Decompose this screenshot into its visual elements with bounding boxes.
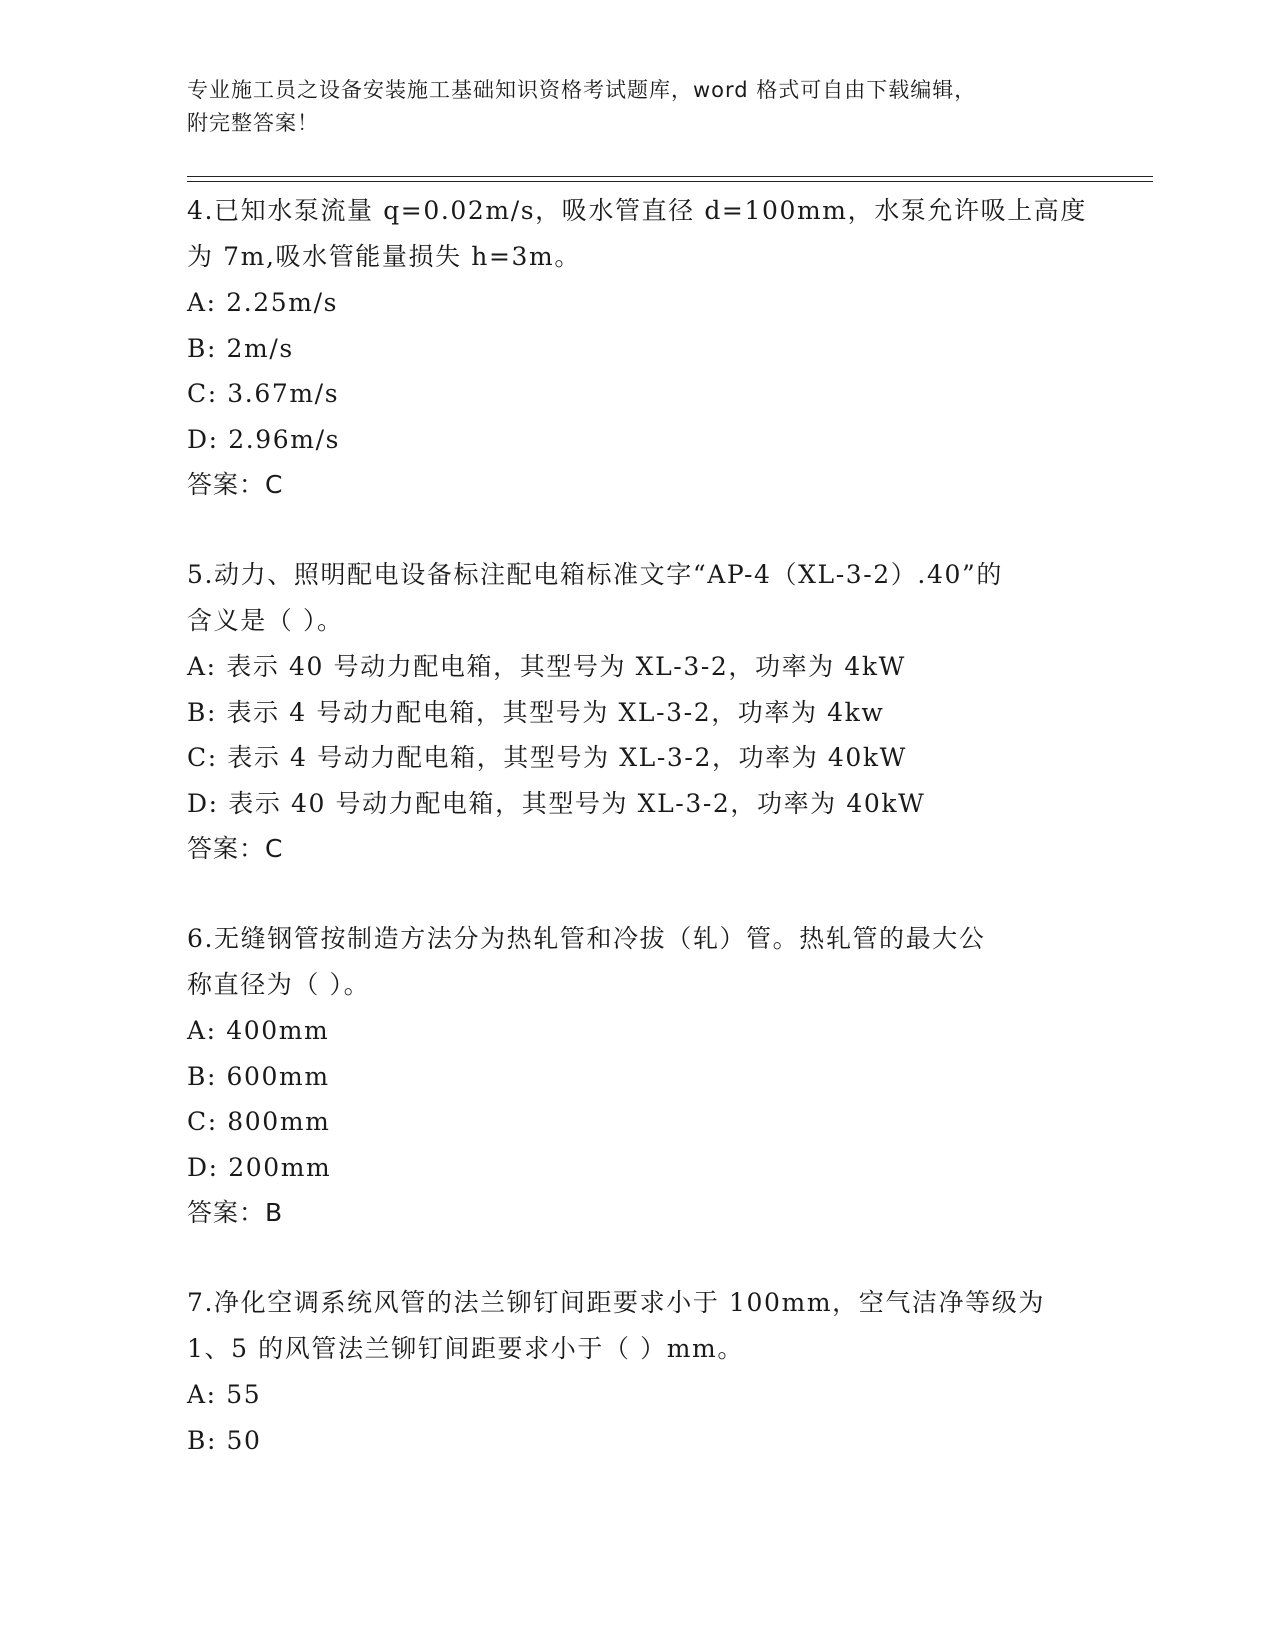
question-4: [187, 188, 1087, 508]
header-line-2: 附完整答案！: [187, 111, 319, 135]
option-c: C: 表示 4 号动力配电箱，其型号为 XL-3-2，功率为 40kW: [187, 743, 907, 772]
document-header: [187, 74, 1087, 140]
question-text-line: 5.动力、照明配电设备标注配电箱标准文字“AP-4（XL-3-2）.40”的: [187, 560, 1003, 589]
question-text-line: 含义是（ ）。: [187, 606, 344, 635]
option-a: A: 2.25m/s: [187, 288, 339, 317]
question-7: [187, 1280, 1087, 1463]
question-text-line: 1、5 的风管法兰铆钉间距要求小于（ ）mm。: [187, 1334, 744, 1363]
header-divider-top: [187, 176, 1153, 177]
question-text-line: 7.净化空调系统风管的法兰铆钉间距要求小于 100mm，空气洁净等级为: [187, 1288, 1045, 1317]
header-line-1: 专业施工员之设备安装施工基础知识资格考试题库，word 格式可自由下载编辑，: [187, 78, 977, 102]
answer: 答案：C: [187, 834, 284, 863]
option-d: D: 2.96m/s: [187, 424, 341, 454]
option-c: C: 800mm: [187, 1107, 331, 1136]
question-text-line: 称直径为（ ）。: [187, 970, 371, 999]
question-5: [187, 552, 1087, 872]
question-6: [187, 916, 1087, 1236]
option-d: D: 表示 40 号动力配电箱，其型号为 XL-3-2，功率为 40kW: [187, 788, 926, 818]
spacer: [187, 872, 1087, 916]
answer: 答案：B: [187, 1198, 284, 1227]
question-text-line: 4.已知水泵流量 q=0.02m/s，吸水管直径 d=100mm，水泵允许吸上高度: [187, 196, 1088, 225]
option-b: B: 表示 4 号动力配电箱，其型号为 XL-3-2，功率为 4kw: [187, 697, 885, 727]
answer: 答案：C: [187, 470, 284, 499]
spacer: [187, 508, 1087, 552]
option-b: B: 600mm: [187, 1061, 330, 1091]
option-a: A: 55: [187, 1380, 262, 1409]
option-b: B: 50: [187, 1425, 262, 1455]
question-text-line: 为 7m,吸水管能量损失 h=3m。: [187, 242, 581, 271]
option-a: A: 400mm: [187, 1016, 330, 1045]
option-a: A: 表示 40 号动力配电箱，其型号为 XL-3-2，功率为 4kW: [187, 652, 906, 681]
header-divider-bottom: [187, 181, 1153, 182]
question-text-line: 6.无缝钢管按制造方法分为热轧管和冷拔（轧）管。热轧管的最大公: [187, 924, 986, 953]
question-list: [187, 188, 1087, 1463]
option-d: D: 200mm: [187, 1152, 332, 1182]
option-c: C: 3.67m/s: [187, 379, 340, 408]
option-b: B: 2m/s: [187, 333, 294, 363]
spacer: [187, 1236, 1087, 1280]
